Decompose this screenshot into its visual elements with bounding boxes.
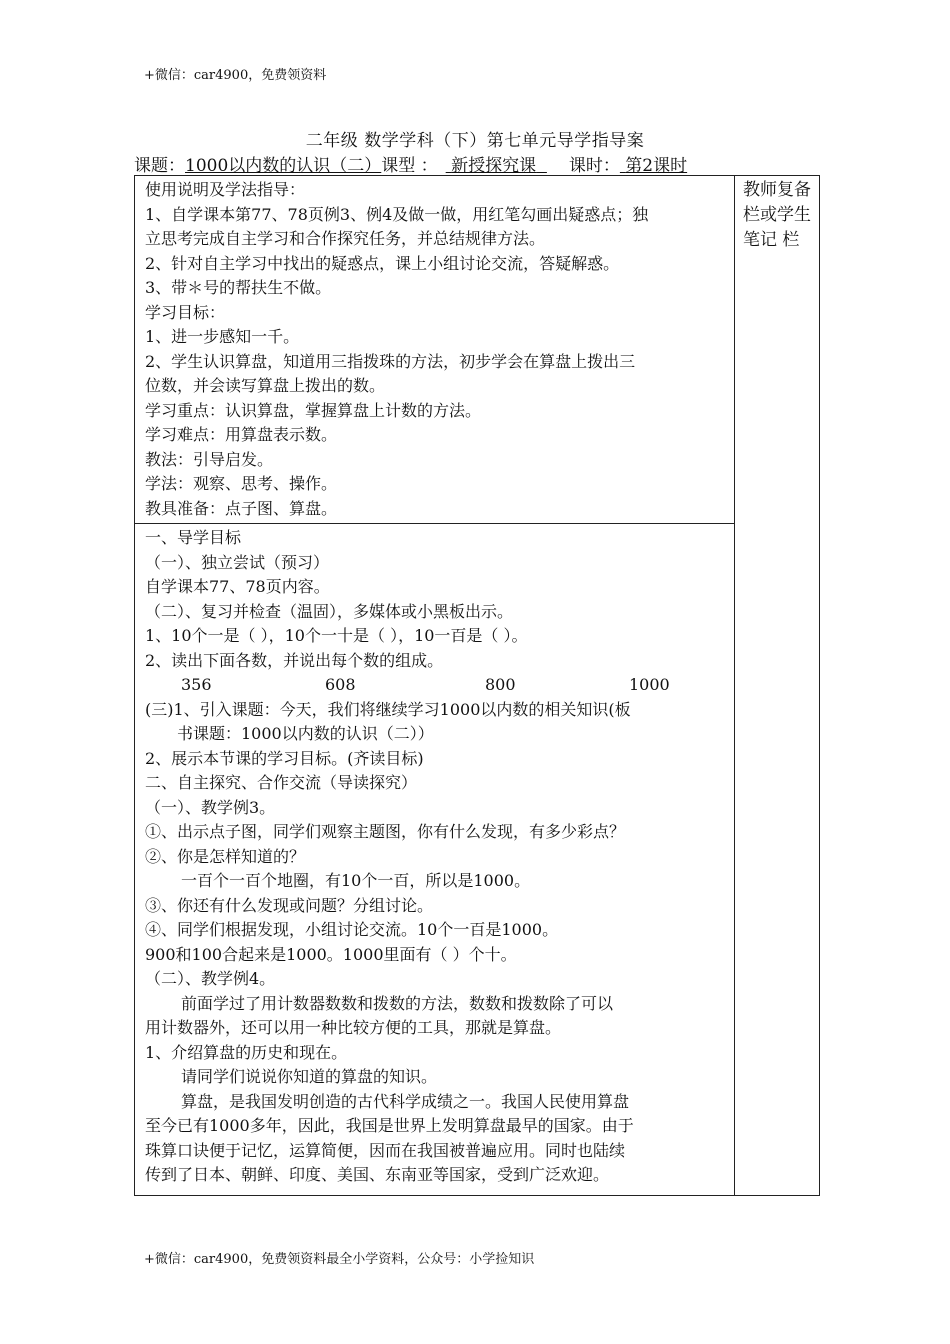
text-line: 自学课本77、78页内容。 [145, 577, 330, 596]
number-1000: 1000 [629, 675, 670, 694]
text-line: 学习目标： [145, 302, 226, 322]
text-line: 传到了日本、朝鲜、印度、美国、东南亚等国家，受到广泛欢迎。 [145, 1165, 610, 1184]
text-line: 学习重点：认识算盘，掌握算盘上计数的方法。 [145, 400, 482, 420]
text-line: 二、自主探究、合作交流（导读探究） [145, 773, 418, 792]
text-line: （一）、独立尝试（预习） [145, 552, 330, 572]
text-line: ①、出示点子图，同学们观察主题图，你有什么发现，有多少彩点？ [145, 822, 626, 841]
subject-label: 课题： [134, 156, 185, 176]
instructions-cell [135, 176, 735, 524]
footer-note: +微信：car4900，免费领资料最全小学资料，公众号：小学捡知识 [144, 1252, 535, 1267]
period-label: 课时： [568, 156, 620, 176]
text-line: 使用说明及学法指导： [145, 180, 306, 199]
text-line: 1、介绍算盘的历史和现在。 [145, 1042, 348, 1062]
guide-table [134, 175, 820, 1196]
text-line: 1、10个一是（ ），10个一十是（ ），10一百是（ ）。 [145, 626, 528, 645]
lesson-cell [135, 524, 735, 1196]
text-line: （二）、教学例4。 [145, 969, 276, 988]
text-line: 教具准备：点子图、算盘。 [145, 498, 338, 518]
text-line: 书课题：1000以内数的认识（二）） [177, 724, 434, 743]
text-line: 2、展示本节课的学习目标。(齐读目标) [145, 748, 424, 768]
text-line: 900和100合起来是1000。1000里面有（ ）个十。 [145, 944, 517, 964]
notes-column [735, 176, 820, 1196]
text-line: 前面学过了用计数器数数和拨数的方法，数数和拨数除了可以 [181, 993, 614, 1013]
text-line: ③、你还有什么发现或问题？分组讨论。 [145, 895, 434, 915]
text-line: （一）、教学例3。 [145, 797, 276, 817]
text-line: 3、带＊号的帮扶生不做。 [145, 278, 332, 297]
text-line: 学习难点：用算盘表示数。 [145, 425, 338, 444]
text-line: 位数，并会读写算盘上拨出的数。 [145, 376, 386, 395]
instructions-block [145, 178, 728, 521]
type-value: 新授探究课 [451, 156, 537, 176]
header-note: +微信：car4900，免费领资料 [144, 68, 327, 83]
text-line: ④、同学们根据发现，小组讨论交流。10个一百是1000。 [145, 920, 559, 939]
text-line: 1、自学课本第77、78页例3、例4及做一做，用红笔勾画出疑惑点；独 [145, 204, 649, 224]
text-line: 至今已有1000多年，因此，我国是世界上发明算盘最早的国家。由于 [145, 1116, 634, 1135]
number-356: 356 [181, 675, 212, 694]
page-title: 二年级 数学学科（下）第七单元导学指导案 [305, 131, 645, 151]
text-line: ②、你是怎样知道的？ [145, 846, 306, 866]
notes-column-label: 教师复备栏或学生笔记 栏 [743, 180, 811, 250]
lesson-block [145, 526, 728, 1188]
number-608: 608 [325, 675, 356, 694]
text-line: 算盘，是我国发明创造的古代科学成绩之一。我国人民使用算盘 [181, 1091, 630, 1111]
text-line: (三)1、引入课题：今天，我们将继续学习1000以内数的相关知识(板 [145, 699, 631, 719]
text-line: 一百个一百个地圈，有10个一百，所以是1000。 [181, 871, 531, 890]
text-line: 珠算口诀便于记忆，运算简便，因而在我国被普遍应用。同时也陆续 [145, 1140, 626, 1160]
subject-topic: 1000以内数的认识（二） [185, 156, 382, 176]
type-label: 课型 ： [381, 156, 438, 176]
text-line: 2、针对自主学习中找出的疑惑点，课上小组讨论交流，答疑解惑。 [145, 253, 620, 273]
text-line: 2、学生认识算盘，知道用三指拨珠的方法，初步学会在算盘上拨出三 [145, 351, 636, 371]
number-row [145, 673, 728, 698]
text-line: 一、导学目标 [145, 528, 242, 547]
text-line: 2、读出下面各数，并说出每个数的组成。 [145, 650, 444, 670]
text-line: 教法：引导启发。 [145, 449, 274, 469]
text-line: 立思考完成自主学习和合作探究任务，并总结规律方法。 [145, 229, 546, 248]
text-line: （二）、复习并检查（温固），多媒体或小黑板出示。 [145, 601, 514, 621]
text-line: 1、进一步感知一千。 [145, 327, 300, 346]
period-value: 第2课时 [625, 156, 688, 176]
number-800: 800 [485, 675, 516, 694]
subject-line [134, 151, 687, 176]
text-line: 用计数器外，还可以用一种比较方便的工具，那就是算盘。 [145, 1018, 562, 1037]
text-line: 学法：观察、思考、操作。 [145, 474, 338, 493]
text-line: 请同学们说说你知道的算盘的知识。 [181, 1067, 438, 1086]
